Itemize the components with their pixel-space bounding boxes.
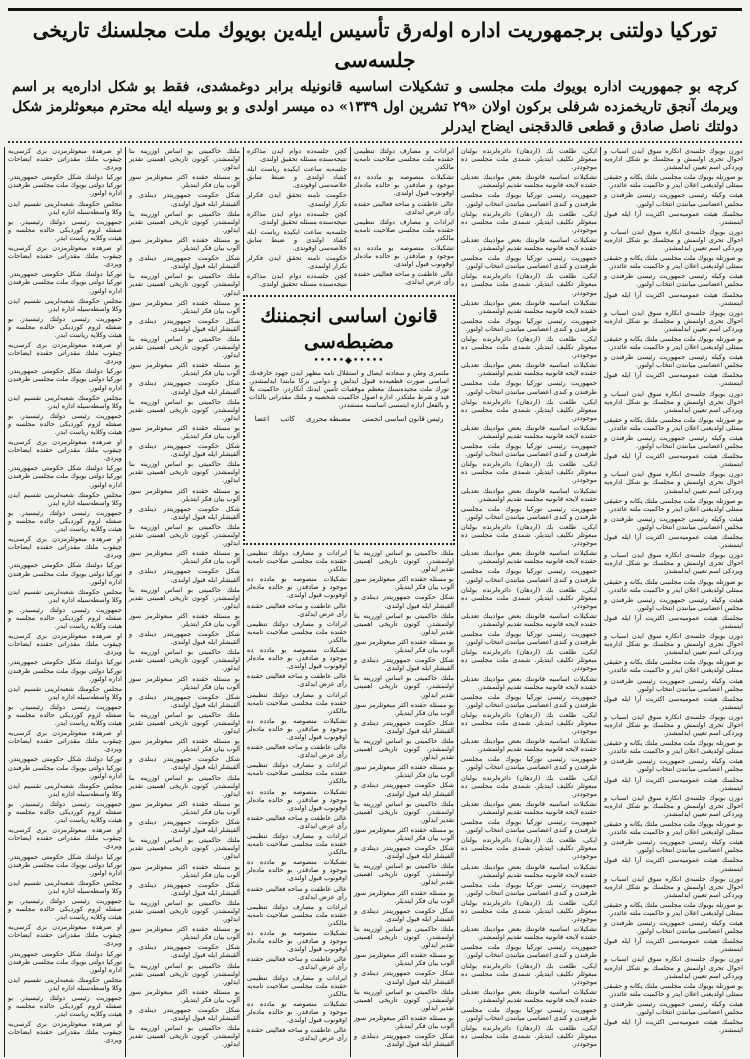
paragraph: دورن بويوك جلسه‌ى انكاره سوق ايدن اسباب و احوال تحرى اولنمش و مجلسك بو شكل اداره‌يه ويردكى اسم تعيين ايدلمشدر. — [604, 712, 743, 738]
masthead — [0, 0, 750, 143]
paragraph: عالى عاطفت و ساحه فعاليتى حقنده رأى عرض ايدلدى. — [247, 672, 347, 689]
paragraph: عالى عاطفت و ساحه فعاليتى حقنده رأى عرض ايدلدى. — [354, 270, 454, 287]
paragraph: تشكيلات منصوصه بو مادده ده موجود و صادقدر. بو حالده ماده‌لر اوقونوب قبول اولندى. — [247, 929, 347, 954]
paragraph: شكل حكومت جمهوريتدر دينلدى و آلقيشلر ايله قبول اولندى. — [129, 630, 240, 647]
paragraph: هيئت وكيله رئيسى جمهوريت رئيسى طرفندن و مجلس اعضاسى ميانندن انتخاب اولنور. — [604, 757, 743, 774]
paragraph: شكل حكومت جمهوريتدر دينلدى و آلقيشلر ايله قبول اولندى. — [354, 781, 454, 798]
paragraph: ملتك حاكميتى بو اساس اوزرينه بنا اولنمشدر. كونون تاريخى اهميتى تقدير ايدلور. — [129, 147, 240, 172]
paragraph: ايكى، طلعت بك (اردهان) دائره‌لرنده بولنان مبعوثلر تكليف ايتديلر. شمدى ملت مجلسى ده موجوددر. — [461, 773, 597, 798]
paragraph: ملتك حاكميتى بو اساس اوزرينه بنا اولنمشدر. كونون تاريخى اهميتى تقدير ايدلور. — [129, 272, 240, 297]
paragraph: تشكيلات اساسيه قانوننك بعض موادينك تعديلى حقنده لايحه قانونيه مجلسه تقديم اولنمشدر. — [461, 737, 597, 754]
paragraph: ملتك حاكميتى بو اساس اوزرينه بنا اولنمشدر. كونون تاريخى اهميتى تقدير ايدلور. — [129, 898, 240, 924]
paragraph: توركيا دولتنك شكل حكومتى جمهوريتدر. توركيا دولتى بويوك ملت مجلسى طرفندن اداره اولنور. — [8, 561, 122, 586]
paragraph: او صرهده مبعوثلرمزدن برى كرسى‌يه چيقوب ملتك مقدراتى حقنده ايضاحات ويردى. — [8, 438, 122, 463]
paragraph: بو مسئله حقنده اكثر مبعوثلرمز سوز آلوب بيان فكر ايتديلر. — [129, 674, 240, 691]
paragraph: بو مسئله حقنده اكثر مبعوثلرمز سوز آلوب بيان فكر ايتديلر. — [129, 173, 240, 190]
paragraph: تشكيلات اساسيه قانوننك بعض موادينك تعديلى حقنده لايحه قانونيه مجلسه تقديم اولنمشدر. — [461, 173, 597, 190]
paragraph: جمهوريت رئيسى تورکيا بويوك ملت مجلسى طرفندن و كندى اعضاسى ميانندن انتخاب اولنور. — [461, 316, 597, 333]
paragraph: شكل حكومت جمهوريتدر دينلدى و آلقيشلر ايله قبول اولندى. — [354, 656, 454, 673]
paragraph: حكومت نامنه تحقق ايدن فكرلر تكرار اولنمدى. — [247, 254, 347, 271]
paragraph: ملتك حاكميتى بو اساس اوزرينه بنا اولنمشدر. كونون تاريخى اهميتى تقدير ايدلور. — [129, 522, 240, 548]
paragraph: مجلسك هيئت عموميه‌سى اكثريت آرا ايله قبول ايتمشدر. — [604, 209, 743, 226]
paragraph: ايكى، طلعت بك (اردهان) دائره‌لرنده بولنان مبعوثلر تكليف ايتديلر. شمدى ملت مجلسى ده موجوددر. — [461, 147, 597, 172]
paragraph: هيئت وكيله رئيسى جمهوريت رئيسى طرفندن و مجلس اعضاسى ميانندن انتخاب اولنور. — [604, 514, 743, 531]
paragraph: او صرهده مبعوثلرمزدن برى كرسى‌يه چيقوب ملتك مقدراتى حقنده ايضاحات ويردى. — [8, 535, 122, 560]
paragraph: بو مسئله حقنده اكثر مبعوثلرمز سوز آلوب بيان فكر ايتديلر. — [129, 423, 240, 440]
article-column-1 — [600, 147, 746, 1057]
paragraph: كچن جلسه‌ده دوام ايدن مذاكره نتيجه‌سنده مسئله تحقيق اولندى. — [247, 209, 347, 226]
paragraph: ايكى، طلعت بك (اردهان) دائره‌لرنده بولنان مبعوثلر تكليف ايتديلر. شمدى ملت مجلسى ده موجوددر. — [461, 836, 597, 861]
paragraph: مجلس حكومتك شعبه‌لرينى تقسيم ايدن وكلا واسطه‌سيله اداره ايدر. — [8, 684, 122, 701]
paragraph: شكل حكومت جمهوريتدر دينلدى و آلقيشلر ايله قبول اولندى. — [354, 844, 454, 861]
paragraph: بو صورتله بويوك ملت مجلسى ملتك يكانه و حقيقى ممثلى اولديغنى اعلان ايدر و حاكميت ملته عائددر. — [604, 254, 743, 271]
paragraph: ايرادات و مصارف دولتك تنظيمى حقنده ملت مجلسى صلاحيت تامه‌يه مالكدر. — [247, 619, 347, 644]
paragraph: شكل حكومت جمهوريتدر دينلدى و آلقيشلر ايله قبول اولندى. — [129, 818, 240, 835]
paragraph: مجلسك هيئت عموميه‌سى اكثريت آرا ايله قبول ايتمشدر. — [604, 371, 743, 388]
paragraph: او صرهده مبعوثلرمزدن برى كرسى‌يه چيقوب ملتك مقدراتى حقنده ايضاحات ويردى. — [8, 729, 122, 754]
paragraph: بو صورتله بويوك ملت مجلسى ملتك يكانه و حقيقى ممثلى اولديغنى اعلان ايدر و حاكميت ملته عائددر. — [604, 739, 743, 756]
paragraph: جمهوريت رئيسى دولتك رئيسيدر. بو صفتله لزوم كورديكى حالده مجلسه و هيئت وكلايه رياست ايدر. — [8, 702, 122, 728]
paragraph: جمهوريت رئيسى تورکيا بويوك ملت مجلسى طرفندن و كندى اعضاسى ميانندن انتخاب اولنور. — [461, 504, 597, 521]
paragraph: بو مسئله حقنده اكثر مبعوثلرمز سوز آلوب بيان فكر ايتديلر. — [129, 235, 240, 253]
paragraph: بو مسئله حقنده اكثر مبعوثلرمز سوز آلوب بيان فكر ايتديلر. — [129, 611, 240, 628]
paragraph: توركيا دولتنك شكل حكومتى جمهوريتدر. توركيا دولتى بويوك ملت مجلسى طرفندن اداره اولنور. — [8, 755, 122, 780]
paragraph: جمهوريت رئيسى تورکيا بويوك ملت مجلسى طرفندن و كندى اعضاسى ميانندن انتخاب اولنور. — [461, 442, 597, 459]
paragraph: مجلس حكومتك شعبه‌لرينى تقسيم ايدن وكلا واسطه‌سيله اداره ايدر. — [8, 393, 122, 410]
paragraph: تشكيلات اساسيه قانوننك بعض موادينك تعديلى حقنده لايحه قانونيه مجلسه تقديم اولنمشدر. — [461, 862, 597, 879]
paragraph: ملتك حاكميتى بو اساس اوزرينه بنا اولنمشدر. كونون تاريخى اهميتى تقدير ايدلور. — [354, 674, 454, 699]
paragraph: ايكى، طلعت بك (اردهان) دائره‌لرنده بولنان مبعوثلر تكليف ايتديلر. شمدى ملت مجلسى ده موجوددر. — [461, 585, 597, 610]
paragraph: هيئت وكيله رئيسى جمهوريت رئيسى طرفندن و مجلس اعضاسى ميانندن انتخاب اولنور. — [604, 919, 743, 936]
paragraph: بو مسئله حقنده اكثر مبعوثلرمز سوز آلوب بيان فكر ايتديلر. — [129, 925, 240, 942]
paragraph: او صرهده مبعوثلرمزدن برى كرسى‌يه چيقوب ملتك مقدراتى حقنده ايضاحات ويردى. — [8, 244, 122, 269]
paragraph: حكومت نامنه تحقق ايدن فكرلر تكرار اولنمدى. — [247, 191, 347, 208]
paragraph: دورن بويوك جلسه‌ى انكاره سوق ايدن اسباب و احوال تحرى اولنمش و مجلسك بو شكل اداره‌يه ويردكى اسم تعيين ايدلمشدر. — [604, 389, 743, 414]
paragraph: ايرادات و مصارف دولتك تنظيمى حقنده ملت مجلسى صلاحيت تامه‌يه مالكدر. — [354, 147, 454, 172]
paragraph: توركيا دولتنك شكل حكومتى جمهوريتدر. توركيا دولتى بويوك ملت مجلسى طرفندن اداره اولنور. — [8, 270, 122, 295]
paragraph: مجلس حكومتك شعبه‌لرينى تقسيم ايدن وكلا واسطه‌سيله اداره ايدر. — [8, 199, 122, 216]
paragraph: دورن بويوك جلسه‌ى انكاره سوق ايدن اسباب و احوال تحرى اولنمش و مجلسك بو شكل اداره‌يه ويردكى اسم تعيين ايدلمشدر. — [604, 470, 743, 495]
paragraph: شكل حكومت جمهوريتدر دينلدى و آلقيشلر ايله قبول اولندى. — [129, 692, 240, 709]
paragraph: دورن بويوك جلسه‌ى انكاره سوق ايدن اسباب و احوال تحرى اولنمش و مجلسك بو شكل اداره‌يه ويردكى اسم تعيين ايدلمشدر. — [604, 551, 743, 576]
signature: مضبطه محررى — [306, 415, 351, 424]
paragraph: ملتك حاكميتى بو اساس اوزرينه بنا اولنمشدر. كونون تاريخى اهميتى تقدير ايدلور. — [354, 736, 454, 762]
paragraph: ايكى، طلعت بك (اردهان) دائره‌لرنده بولنان مبعوثلر تكليف ايتديلر. شمدى ملت مجلسى ده موجوددر. — [461, 272, 597, 297]
paragraph: ملتك حاكميتى بو اساس اوزرينه بنا اولنمشدر. كونون تاريخى اهميتى تقدير ايدلور. — [129, 836, 240, 861]
paragraph: بو مسئله حقنده اكثر مبعوثلرمز سوز آلوب بيان فكر ايتديلر. — [354, 763, 454, 780]
paragraph: شكل حكومت جمهوريتدر دينلدى و آلقيشلر ايله قبول اولندى. — [129, 880, 240, 897]
article-column-5 — [350, 549, 457, 1057]
paragraph: هيئت وكيله رئيسى جمهوريت رئيسى طرفندن و مجلس اعضاسى ميانندن انتخاب اولنور. — [604, 838, 743, 855]
paragraph: توركيا دولتنك شكل حكومتى جمهوريتدر. توركيا دولتى بويوك ملت مجلسى طرفندن اداره اولنور. — [8, 949, 122, 974]
paragraph: هيئت وكيله رئيسى جمهوريت رئيسى طرفندن و مجلس اعضاسى ميانندن انتخاب اولنور. — [604, 272, 743, 289]
paragraph: ايكى، طلعت بك (اردهان) دائره‌لرنده بولنان مبعوثلر تكليف ايتديلر. شمدى ملت مجلسى ده موجوددر. — [461, 898, 597, 924]
paragraph: جمهوريت رئيسى دولتك رئيسيدر. بو صفتله لزوم كورديكى حالده مجلسه و هيئت وكلايه رياست ايدر. — [8, 411, 122, 436]
paragraph: عالى عاطفت و ساحه فعاليتى حقنده رأى عرض ايدلدى. — [247, 743, 347, 760]
paragraph: تشكيلات اساسيه قانوننك بعض موادينك تعديلى حقنده لايحه قانونيه مجلسه تقديم اولنمشدر. — [461, 799, 597, 816]
paragraph: جمهوريت رئيسى دولتك رئيسيدر. بو صفتله لزوم كورديكى حالده مجلسه و هيئت وكلايه رياست ايدر. — [8, 799, 122, 825]
signature: اعضا — [254, 415, 270, 424]
article-column-6 — [243, 549, 350, 1057]
paragraph: جمهوريت رئيسى دولتك رئيسيدر. بو صفتله لزوم كورديكى حالده مجلسه و هيئت وكلايه رياست ايدر. — [8, 217, 122, 242]
paragraph: ايرادات و مصارف دولتك تنظيمى حقنده ملت مجلسى صلاحيت تامه‌يه مالكدر. — [247, 902, 347, 927]
paragraph: ملتك حاكميتى بو اساس اوزرينه بنا اولنمشدر. كونون تاريخى اهميتى تقدير ايدلور. — [354, 799, 454, 824]
paragraph: مجلسك هيئت عموميه‌سى اكثريت آرا ايله قبول ايتمشدر. — [604, 1018, 743, 1035]
paragraph: بو مسئله حقنده اكثر مبعوثلرمز سوز آلوب بيان فكر ايتديلر. — [354, 825, 454, 842]
paragraph: بو صورتله بويوك ملت مجلسى ملتك يكانه و حقيقى ممثلى اولديغنى اعلان ايدر و حاكميت ملته عائددر. — [604, 415, 743, 432]
paragraph: تشكيلات اساسيه قانوننك بعض موادينك تعديلى حقنده لايحه قانونيه مجلسه تقديم اولنمشدر. — [461, 423, 597, 440]
paragraph: او صرهده مبعوثلرمزدن برى كرسى‌يه چيقوب ملتك مقدراتى حقنده ايضاحات ويردى. — [8, 826, 122, 851]
paragraph: ايرادات و مصارف دولتك تنظيمى حقنده ملت مجلسى صلاحيت تامه‌يه مالكدر. — [247, 690, 347, 715]
paragraph: ملتك حاكميتى بو اساس اوزرينه بنا اولنمشدر. كونون تاريخى اهميتى تقدير ايدلور. — [129, 397, 240, 422]
paragraph: دورن بويوك جلسه‌ى انكاره سوق ايدن اسباب و احوال تحرى اولنمش و مجلسك بو شكل اداره‌يه ويردكى اسم تعيين ايدلمشدر. — [604, 632, 743, 657]
paragraph: جمهوريت رئيسى تورکيا بويوك ملت مجلسى طرفندن و كندى اعضاسى ميانندن انتخاب اولنور. — [461, 755, 597, 772]
paragraph: بو مسئله حقنده اكثر مبعوثلرمز سوز آلوب بيان فكر ايتديلر. — [354, 575, 454, 592]
paragraph: تشكيلات اساسيه قانوننك بعض موادينك تعديلى حقنده لايحه قانونيه مجلسه تقديم اولنمشدر. — [461, 235, 597, 253]
paragraph: ملتك حاكميتى بو اساس اوزرينه بنا اولنمشدر. كونون تاريخى اهميتى تقدير ايدلور. — [129, 460, 240, 485]
paragraph: مجلس حكومتك شعبه‌لرينى تقسيم ايدن وكلا واسطه‌سيله اداره ايدر. — [8, 975, 122, 992]
paragraph: دورن بويوك جلسه‌ى انكاره سوق ايدن اسباب و احوال تحرى اولنمش و مجلسك بو شكل اداره‌يه ويردكى اسم تعيين ايدلمشدر. — [604, 793, 743, 818]
paragraph: كچن جلسه‌ده دوام ايدن مذاكره نتيجه‌سنده مسئله تحقيق اولندى. — [247, 147, 347, 164]
paragraph: بو مسئله حقنده اكثر مبعوثلرمز سوز آلوب بيان فكر ايتديلر. — [129, 298, 240, 315]
paragraph: ايكى، طلعت بك (اردهان) دائره‌لرنده بولنان مبعوثلر تكليف ايتديلر. شمدى ملت مجلسى ده موجوددر. — [461, 961, 597, 986]
top-rule — [8, 8, 742, 11]
article-column-3 — [350, 147, 457, 291]
paragraph: تشكيلات منصوصه بو مادده ده موجود و صادقدر. بو حالده ماده‌لر اوقونوب قبول اولندى. — [247, 575, 347, 600]
paragraph: كچن جلسه‌ده دوام ايدن مذاكره نتيجه‌سنده مسئله تحقيق اولندى. — [247, 272, 347, 289]
paragraph: بو صورتله بويوك ملت مجلسى ملتك يكانه و حقيقى ممثلى اولديغنى اعلان ايدر و حاكميت ملته عائددر. — [604, 577, 743, 594]
paragraph: ملتك حاكميتى بو اساس اوزرينه بنا اولنمشدر. كونون تاريخى اهميتى تقدير ايدلور. — [129, 648, 240, 673]
paragraph: جمهوريت رئيسى دولتك رئيسيدر. بو صفتله لزوم كورديكى حالده مجلسه و هيئت وكلايه رياست ايدر. — [8, 605, 122, 631]
article-column-4 — [243, 147, 350, 291]
paragraph: دورن بويوك جلسه‌ى انكاره سوق ايدن اسباب و احوال تحرى اولنمش و مجلسك بو شكل اداره‌يه ويردكى اسم تعيين ايدلمشدر. — [604, 227, 743, 253]
paragraph: ملتك حاكميتى بو اساس اوزرينه بنا اولنمشدر. كونون تاريخى اهميتى تقدير ايدلور. — [129, 1024, 240, 1049]
paragraph: ملتك حاكميتى بو اساس اوزرينه بنا اولنمشدر. كونون تاريخى اهميتى تقدير ايدلور. — [354, 987, 454, 1012]
paragraph: او صرهده مبعوثلرمزدن برى كرسى‌يه چيقوب ملتك مقدراتى حقنده ايضاحات ويردى. — [8, 923, 122, 948]
paragraph: مجلس حكومتك شعبه‌لرينى تقسيم ايدن وكلا واسطه‌سيله اداره ايدر. — [8, 587, 122, 604]
signature: كاتب — [280, 415, 295, 424]
signature: رئيس قانون اساسى انجمنى — [362, 415, 444, 424]
paragraph: مجلس حكومتك شعبه‌لرينى تقسيم ايدن وكلا واسطه‌سيله اداره ايدر. — [8, 781, 122, 798]
paragraph: مجلس حكومتك شعبه‌لرينى تقسيم ايدن وكلا واسطه‌سيله اداره ايدر. — [8, 490, 122, 507]
paragraph: بو مسئله حقنده اكثر مبعوثلرمز سوز آلوب بيان فكر ايتديلر. — [354, 888, 454, 905]
paragraph: شكل حكومت جمهوريتدر دينلدى و آلقيشلر ايله قبول اولندى. — [129, 943, 240, 960]
paragraph: بو مسئله حقنده اكثر مبعوثلرمز سوز آلوب بيان فكر ايتديلر. — [129, 987, 240, 1004]
paragraph: جمهوريت رئيسى تورکيا بويوك ملت مجلسى طرفندن و كندى اعضاسى ميانندن انتخاب اولنور. — [461, 1006, 597, 1023]
paragraph: ايكى، طلعت بك (اردهان) دائره‌لرنده بولنان مبعوثلر تكليف ايتديلر. شمدى ملت مجلسى ده موجوددر. — [461, 522, 597, 548]
columns-area — [0, 147, 750, 1059]
paragraph: جمهوريت رئيسى دولتك رئيسيدر. بو صفتله لزوم كورديكى حالده مجلسه و هيئت وكلايه رياست ايدر. — [8, 994, 122, 1019]
article-column-8 — [4, 147, 125, 1057]
paragraph: هيئت وكيله رئيسى جمهوريت رئيسى طرفندن و مجلس اعضاسى ميانندن انتخاب اولنور. — [604, 191, 743, 208]
report-body: ملتمزى وطن و سعادته ايصال و استقلال تامه مظهر ايدن جهود خارقه‌نك اساسى صورت قطعيه‌ده قبول ايدلش و دوامى بركا مابتدا ايدلمشدر. تورك ملت مجيده‌سنك معظم موقفيات تأمين ايدنك آتكاردر. حاكميت بلا قيد و شرط ملتكدر. اداره اصول حاكميت شخصيه و ملتك مقدراتى بالذات و بالفعل اداره ايتمسى اساسنه مستنددر. — [249, 369, 449, 410]
paragraph: تشكيلات اساسيه قانوننك بعض موادينك تعديلى حقنده لايحه قانونيه مجلسه تقديم اولنمشدر. — [461, 549, 597, 566]
paragraph: جمهوريت رئيسى تورکيا بويوك ملت مجلسى طرفندن و كندى اعضاسى ميانندن انتخاب اولنور. — [461, 191, 597, 208]
paragraph: بو مسئله حقنده اكثر مبعوثلرمز سوز آلوب بيان فكر ايتديلر. — [354, 1013, 454, 1030]
paragraph: ملتك حاكميتى بو اساس اوزرينه بنا اولنمشدر. كونون تاريخى اهميتى تقدير ايدلور. — [354, 924, 454, 950]
paragraph: مجلسك هيئت عموميه‌سى اكثريت آرا ايله قبول ايتمشدر. — [604, 290, 743, 307]
paragraph: هيئت وكيله رئيسى جمهوريت رئيسى طرفندن و مجلس اعضاسى ميانندن انتخاب اولنور. — [604, 434, 743, 451]
paragraph: مجلسك هيئت عموميه‌سى اكثريت آرا ايله قبول ايتمشدر. — [604, 533, 743, 550]
paragraph: شكل حكومت جمهوريتدر دينلدى و آلقيشلر ايله قبول اولندى. — [129, 191, 240, 208]
paragraph: او صرهده مبعوثلرمزدن برى كرسى‌يه چيقوب ملتك مقدراتى حقنده ايضاحات ويردى. — [8, 147, 122, 172]
paragraph: جمهوريت رئيسى تورکيا بويوك ملت مجلسى طرفندن و كندى اعضاسى ميانندن انتخاب اولنور. — [461, 254, 597, 271]
paragraph: او صرهده مبعوثلرمزدن برى كرسى‌يه چيقوب ملتك مقدراتى حقنده ايضاحات ويردى. — [8, 1020, 122, 1045]
paragraph: دورن بويوك جلسه‌ى انكاره سوق ايدن اسباب و احوال تحرى اولنمش و مجلسك بو شكل اداره‌يه ويردكى اسم تعيين ايدلمشدر. — [604, 874, 743, 899]
paragraph: جمهوريت رئيسى تورکيا بويوك ملت مجلسى طرفندن و كندى اعضاسى ميانندن انتخاب اولنور. — [461, 818, 597, 835]
paragraph: تشكيلات اساسيه قانوننك بعض موادينك تعديلى حقنده لايحه قانونيه مجلسه تقديم اولنمشدر. — [461, 361, 597, 378]
paragraph: عالى عاطفت و ساحه فعاليتى حقنده رأى عرض ايدلدى. — [354, 199, 454, 216]
paragraph: تشكيلات اساسيه قانوننك بعض موادينك تعديلى حقنده لايحه قانونيه مجلسه تقديم اولنمشدر. — [461, 987, 597, 1004]
paragraph: تشكيلات منصوصه بو مادده ده موجود و صادقدر. بو حالده ماده‌لر اوقونوب قبول اولندى. — [354, 244, 454, 269]
paragraph: جمهوريت رئيسى تورکيا بويوك ملت مجلسى طرفندن و كندى اعضاسى ميانندن انتخاب اولنور. — [461, 630, 597, 647]
paragraph: جمهوريت رئيسى تورکيا بويوك ملت مجلسى طرفندن و كندى اعضاسى ميانندن انتخاب اولنور. — [461, 943, 597, 960]
paragraph: ايكى، طلعت بك (اردهان) دائره‌لرنده بولنان مبعوثلر تكليف ايتديلر. شمدى ملت مجلسى ده موجوددر. — [461, 334, 597, 360]
paragraph: دورن بويوك جلسه‌ى انكاره سوق ايدن اسباب و احوال تحرى اولنمش و مجلسك بو شكل اداره‌يه ويردكى اسم تعيين ايدلمشدر. — [604, 308, 743, 333]
paragraph: جلسه‌يه ساعت ايكيده رياست ايله كشاد اولندى و ضبط سابق خلاصه‌سى اوقوندى. — [247, 227, 347, 253]
constitution-committee-report — [243, 295, 455, 545]
paragraph: تشكيلات منصوصه بو مادده ده موجود و صادقدر. بو حالده ماده‌لر اوقونوب قبول اولندى. — [247, 787, 347, 812]
paragraph: شكل حكومت جمهوريتدر دينلدى و آلقيشلر ايله قبول اولندى. — [354, 1032, 454, 1049]
paragraph: تشكيلات اساسيه قانوننك بعض موادينك تعديلى حقنده لايحه قانونيه مجلسه تقديم اولنمشدر. — [461, 674, 597, 691]
paragraph: بو صورتله بويوك ملت مجلسى ملتك يكانه و حقيقى ممثلى اولديغنى اعلان ايدر و حاكميت ملته عائددر. — [604, 900, 743, 917]
report-title: قانون اساسى انجمننك مضبطه‌سى — [260, 305, 438, 353]
paragraph: او صرهده مبعوثلرمزدن برى كرسى‌يه چيقوب ملتك مقدراتى حقنده ايضاحات ويردى. — [8, 632, 122, 657]
paragraph: تشكيلات منصوصه بو مادده ده موجود و صادقدر. بو حالده ماده‌لر اوقونوب قبول اولندى. — [247, 646, 347, 671]
paragraph: او صرهده مبعوثلرمزدن برى كرسى‌يه چيقوب ملتك مقدراتى حقنده ايضاحات ويردى. — [8, 341, 122, 366]
paragraph: ملتك حاكميتى بو اساس اوزرينه بنا اولنمشدر. كونون تاريخى اهميتى تقدير ايدلور. — [354, 862, 454, 887]
paragraph: شكل حكومت جمهوريتدر دينلدى و آلقيشلر ايله قبول اولندى. — [129, 567, 240, 584]
paragraph: جمهوريت رئيسى تورکيا بويوك ملت مجلسى طرفندن و كندى اعضاسى ميانندن انتخاب اولنور. — [461, 379, 597, 396]
paragraph: توركيا دولتنك شكل حكومتى جمهوريتدر. توركيا دولتى بويوك ملت مجلسى طرفندن اداره اولنور. — [8, 173, 122, 198]
paragraph: تشكيلات منصوصه بو مادده ده موجود و صادقدر. بو حالده ماده‌لر اوقونوب قبول اولندى. — [354, 173, 454, 198]
paragraph: تشكيلات اساسيه قانوننك بعض موادينك تعديلى حقنده لايحه قانونيه مجلسه تقديم اولنمشدر. — [461, 486, 597, 503]
paragraph: ايرادات و مصارف دولتك تنظيمى حقنده ملت مجلسى صلاحيت تامه‌يه مالكدر. — [354, 217, 454, 242]
paragraph: شكل حكومت جمهوريتدر دينلدى و آلقيشلر ايله قبول اولندى. — [354, 906, 454, 923]
paragraph: شكل حكومت جمهوريتدر دينلدى و آلقيشلر ايله قبول اولندى. — [129, 442, 240, 459]
paragraph: ملتك حاكميتى بو اساس اوزرينه بنا اولنمشدر. كونون تاريخى اهميتى تقدير ايدلور. — [129, 334, 240, 360]
paragraph: ايكى، طلعت بك (اردهان) دائره‌لرنده بولنان مبعوثلر تكليف ايتديلر. شمدى ملت مجلسى ده موجوددر. — [461, 397, 597, 422]
paragraph: بو صورتله بويوك ملت مجلسى ملتك يكانه و حقيقى ممثلى اولديغنى اعلان ايدر و حاكميت ملته عائددر. — [604, 658, 743, 675]
paragraph: ايرادات و مصارف دولتك تنظيمى حقنده ملت مجلسى صلاحيت تامه‌يه مالكدر. — [247, 973, 347, 998]
paragraph: بو مسئله حقنده اكثر مبعوثلرمز سوز آلوب بيان فكر ايتديلر. — [129, 361, 240, 378]
paragraph: شكل حكومت جمهوريتدر دينلدى و آلقيشلر ايله قبول اولندى. — [129, 379, 240, 396]
signatures — [245, 411, 453, 424]
paragraph: ملتك حاكميتى بو اساس اوزرينه بنا اولنمشدر. كونون تاريخى اهميتى تقدير ايدلور. — [129, 961, 240, 986]
paragraph: ملتك حاكميتى بو اساس اوزرينه بنا اولنمشدر. كونون تاريخى اهميتى تقدير ايدلور. — [129, 585, 240, 610]
paragraph: توركيا دولتنك شكل حكومتى جمهوريتدر. توركيا دولتى بويوك ملت مجلسى طرفندن اداره اولنور. — [8, 852, 122, 877]
paragraph: تشكيلات منصوصه بو مادده ده موجود و صادقدر. بو حالده ماده‌لر اوقونوب قبول اولندى. — [247, 999, 347, 1024]
paragraph: بو مسئله حقنده اكثر مبعوثلرمز سوز آلوب بيان فكر ايتديلر. — [129, 549, 240, 566]
paragraph: بو مسئله حقنده اكثر مبعوثلرمز سوز آلوب بيان فكر ايتديلر. — [129, 862, 240, 879]
subheadline: كرچه بو جمهوريت اداره بويوك ملت مجلسى و تشكيلات اساسيه قانونيله برابر دوغمشدى، فقط بو شكل اداره‌يه بر اسم ويرمك آنجق تاريخمزده شرفلى بركون اولان «٢٩ تشرين اول ١٣٣٩» ده ميسر اولدى و بو وسيله ايله محترم مبعوثلرمز شكل دولتك ناصل صادق و قطعى قالدقجنى ايضاح ايدرلر — [12, 79, 738, 135]
paragraph: بو صورتله بويوك ملت مجلسى ملتك يكانه و حقيقى ممثلى اولديغنى اعلان ايدر و حاكميت ملته عائددر. — [604, 981, 743, 998]
paragraph: دورن بويوك جلسه‌ى انكاره سوق ايدن اسباب و احوال تحرى اولنمش و مجلسك بو شكل اداره‌يه ويردكى اسم تعيين ايدلمشدر. — [604, 147, 743, 172]
paragraph: شكل حكومت جمهوريتدر دينلدى و آلقيشلر ايله قبول اولندى. — [129, 755, 240, 772]
paragraph: ايرادات و مصارف دولتك تنظيمى حقنده ملت مجلسى صلاحيت تامه‌يه مالكدر. — [247, 761, 347, 786]
paragraph: بو مسئله حقنده اكثر مبعوثلرمز سوز آلوب بيان فكر ايتديلر. — [129, 737, 240, 754]
paragraph: جمهوريت رئيسى دولتك رئيسيدر. بو صفتله لزوم كورديكى حالده مجلسه و هيئت وكلايه رياست ايدر. — [8, 896, 122, 922]
paragraph: ملتك حاكميتى بو اساس اوزرينه بنا اولنمشدر. كونون تاريخى اهميتى تقدير ايدلور. — [129, 209, 240, 234]
paragraph: عالى عاطفت و ساحه فعاليتى حقنده رأى عرض ايدلدى. — [247, 601, 347, 618]
paragraph: مجلس حكومتك شعبه‌لرينى تقسيم ايدن وكلا واسطه‌سيله اداره ايدر. — [8, 878, 122, 895]
paragraph: جلسه‌يه ساعت ايكيده رياست ايله كشاد اولندى و ضبط سابق خلاصه‌سى اوقوندى. — [247, 165, 347, 190]
paragraph: تشكيلات اساسيه قانوننك بعض موادينك تعديلى حقنده لايحه قانونيه مجلسه تقديم اولنمشدر. — [461, 611, 597, 628]
paragraph: جمهوريت رئيسى دولتك رئيسيدر. بو صفتله لزوم كورديكى حالده مجلسه و هيئت وكلايه رياست ايدر. — [8, 314, 122, 339]
paragraph: بو مسئله حقنده اكثر مبعوثلرمز سوز آلوب بيان فكر ايتديلر. — [354, 700, 454, 717]
paragraph: عالى عاطفت و ساحه فعاليتى حقنده رأى عرض ايدلدى. — [247, 955, 347, 972]
paragraph: شكل حكومت جمهوريتدر دينلدى و آلقيشلر ايله قبول اولندى. — [354, 969, 454, 986]
paragraph: هيئت وكيله رئيسى جمهوريت رئيسى طرفندن و مجلس اعضاسى ميانندن انتخاب اولنور. — [604, 353, 743, 370]
paragraph: تشكيلات اساسيه قانوننك بعض موادينك تعديلى حقنده لايحه قانونيه مجلسه تقديم اولنمشدر. — [461, 298, 597, 315]
paragraph: مجلسك هيئت عموميه‌سى اكثريت آرا ايله قبول ايتمشدر. — [604, 775, 743, 792]
article-column-2 — [457, 147, 600, 1057]
paragraph: مجلسك هيئت عموميه‌سى اكثريت آرا ايله قبول ايتمشدر. — [604, 937, 743, 954]
headline: توركيا دولتنى برجمهوريت اداره اولەرق تأسيس ايله‌ين بويوك ملت مجلسنك تاريخى جلسه‌سى — [32, 18, 718, 72]
paragraph: تشكيلات منصوصه بو مادده ده موجود و صادقدر. بو حالده ماده‌لر اوقونوب قبول اولندى. — [247, 858, 347, 883]
paragraph: ايكى، طلعت بك (اردهان) دائره‌لرنده بولنان مبعوثلر تكليف ايتديلر. شمدى ملت مجلسى ده موجوددر. — [461, 460, 597, 485]
dotted-divider — [8, 141, 742, 143]
paragraph: ايكى، طلعت بك (اردهان) دائره‌لرنده بولنان مبعوثلر تكليف ايتديلر. شمدى ملت مجلسى ده موجوددر. — [461, 648, 597, 673]
paragraph: دورن بويوك جلسه‌ى انكاره سوق ايدن اسباب و احوال تحرى اولنمش و مجلسك بو شكل اداره‌يه ويردكى اسم تعيين ايدلمشدر. — [604, 955, 743, 980]
paragraph: بو صورتله بويوك ملت مجلسى ملتك يكانه و حقيقى ممثلى اولديغنى اعلان ايدر و حاكميت ملته عائددر. — [604, 173, 743, 190]
paragraph: عالى عاطفت و ساحه فعاليتى حقنده رأى عرض ايدلدى. — [247, 884, 347, 901]
paragraph: توركيا دولتنك شكل حكومتى جمهوريتدر. توركيا دولتى بويوك ملت مجلسى طرفندن اداره اولنور. — [8, 464, 122, 489]
paragraph: شكل حكومت جمهوريتدر دينلدى و آلقيشلر ايله قبول اولندى. — [129, 1006, 240, 1023]
paragraph: مجلسك هيئت عموميه‌سى اكثريت آرا ايله قبول ايتمشدر. — [604, 452, 743, 469]
paragraph: بو مسئله حقنده اكثر مبعوثلرمز سوز آلوب بيان فكر ايتديلر. — [129, 486, 240, 503]
paragraph: ايرادات و مصارف دولتك تنظيمى حقنده ملت مجلسى صلاحيت تامه‌يه مالكدر. — [247, 549, 347, 574]
paragraph: ملتك حاكميتى بو اساس اوزرينه بنا اولنمشدر. كونون تاريخى اهميتى تقدير ايدلور. — [129, 773, 240, 798]
paragraph: بو صورتله بويوك ملت مجلسى ملتك يكانه و حقيقى ممثلى اولديغنى اعلان ايدر و حاكميت ملته عائددر. — [604, 496, 743, 513]
paragraph: تشكيلات منصوصه بو مادده ده موجود و صادقدر. بو حالده ماده‌لر اوقونوب قبول اولندى. — [247, 716, 347, 741]
paragraph: مجلس حكومتك شعبه‌لرينى تقسيم ايدن وكلا واسطه‌سيله اداره ايدر. — [8, 296, 122, 313]
paragraph: جمهوريت رئيسى تورکيا بويوك ملت مجلسى طرفندن و كندى اعضاسى ميانندن انتخاب اولنور. — [461, 880, 597, 897]
paragraph: بو مسئله حقنده اكثر مبعوثلرمز سوز آلوب بيان فكر ايتديلر. — [354, 637, 454, 655]
paragraph: جمهوريت رئيسى تورکيا بويوك ملت مجلسى طرفندن و كندى اعضاسى ميانندن انتخاب اولنور. — [461, 567, 597, 584]
paragraph: شكل حكومت جمهوريتدر دينلدى و آلقيشلر ايله قبول اولندى. — [354, 718, 454, 735]
paragraph: مجلسك هيئت عموميه‌سى اكثريت آرا ايله قبول ايتمشدر. — [604, 694, 743, 711]
paragraph: توركيا دولتنك شكل حكومتى جمهوريتدر. توركيا دولتى بويوك ملت مجلسى طرفندن اداره اولنور. — [8, 658, 122, 683]
paragraph: بو مسئله حقنده اكثر مبعوثلرمز سوز آلوب بيان فكر ايتديلر. — [354, 951, 454, 968]
paragraph: شكل حكومت جمهوريتدر دينلدى و آلقيشلر ايله قبول اولندى. — [129, 504, 240, 521]
paragraph: هيئت وكيله رئيسى جمهوريت رئيسى طرفندن و مجلس اعضاسى ميانندن انتخاب اولنور. — [604, 595, 743, 612]
paragraph: عالى عاطفت و ساحه فعاليتى حقنده رأى عرض ايدلدى. — [247, 1026, 347, 1043]
paragraph: شكل حكومت جمهوريتدر دينلدى و آلقيشلر ايله قبول اولندى. — [129, 254, 240, 271]
paragraph: ايكى، طلعت بك (اردهان) دائره‌لرنده بولنان مبعوثلر تكليف ايتديلر. شمدى ملت مجلسى ده موجوددر. — [461, 209, 597, 234]
paragraph: توركيا دولتنك شكل حكومتى جمهوريتدر. توركيا دولتى بويوك ملت مجلسى طرفندن اداره اولنور. — [8, 367, 122, 392]
paragraph: عالى عاطفت و ساحه فعاليتى حقنده رأى عرض ايدلدى. — [247, 813, 347, 830]
paragraph: ايكى، طلعت بك (اردهان) دائره‌لرنده بولنان مبعوثلر تكليف ايتديلر. شمدى ملت مجلسى ده موجوددر. — [461, 710, 597, 736]
paragraph: ملتك حاكميتى بو اساس اوزرينه بنا اولنمشدر. كونون تاريخى اهميتى تقدير ايدلور. — [354, 611, 454, 636]
paragraph: ملتك حاكميتى بو اساس اوزرينه بنا اولنمشدر. كونون تاريخى اهميتى تقدير ايدلور. — [129, 710, 240, 736]
paragraph: ملتك حاكميتى بو اساس اوزرينه بنا اولنمشدر. كونون تاريخى اهميتى تقدير ايدلور. — [354, 549, 454, 574]
paragraph: بو مسئله حقنده اكثر مبعوثلرمز سوز آلوب بيان فكر ايتديلر. — [129, 799, 240, 816]
paragraph: جمهوريت رئيسى تورکيا بويوك ملت مجلسى طرفندن و كندى اعضاسى ميانندن انتخاب اولنور. — [461, 692, 597, 709]
paragraph: ايرادات و مصارف دولتك تنظيمى حقنده ملت مجلسى صلاحيت تامه‌يه مالكدر. — [247, 832, 347, 857]
paragraph: مجلسك هيئت عموميه‌سى اكثريت آرا ايله قبول ايتمشدر. — [604, 856, 743, 873]
paragraph: بو صورتله بويوك ملت مجلسى ملتك يكانه و حقيقى ممثلى اولديغنى اعلان ايدر و حاكميت ملته عائددر. — [604, 820, 743, 837]
paragraph: مجلسك هيئت عموميه‌سى اكثريت آرا ايله قبول ايتمشدر. — [604, 613, 743, 630]
paragraph: ايكى، طلعت بك (اردهان) دائره‌لرنده بولنان مبعوثلر تكليف ايتديلر. شمدى ملت مجلسى ده موجوددر. — [461, 1024, 597, 1049]
paragraph: هيئت وكيله رئيسى جمهوريت رئيسى طرفندن و مجلس اعضاسى ميانندن انتخاب اولنور. — [604, 676, 743, 693]
paragraph: شكل حكومت جمهوريتدر دينلدى و آلقيشلر ايله قبول اولندى. — [354, 593, 454, 610]
paragraph: تشكيلات اساسيه قانوننك بعض موادينك تعديلى حقنده لايحه قانونيه مجلسه تقديم اولنمشدر. — [461, 925, 597, 942]
paragraph: جمهوريت رئيسى دولتك رئيسيدر. بو صفتله لزوم كورديكى حالده مجلسه و هيئت وكلايه رياست ايدر. — [8, 508, 122, 534]
paragraph: هيئت وكيله رئيسى جمهوريت رئيسى طرفندن و مجلس اعضاسى ميانندن انتخاب اولنور. — [604, 999, 743, 1016]
ornament: •••••◆••••• — [313, 356, 385, 366]
article-column-7 — [125, 147, 243, 1057]
paragraph: بو صورتله بويوك ملت مجلسى ملتك يكانه و حقيقى ممثلى اولديغنى اعلان ايدر و حاكميت ملته عائددر. — [604, 334, 743, 352]
paragraph: شكل حكومت جمهوريتدر دينلدى و آلقيشلر ايله قبول اولندى. — [129, 316, 240, 333]
